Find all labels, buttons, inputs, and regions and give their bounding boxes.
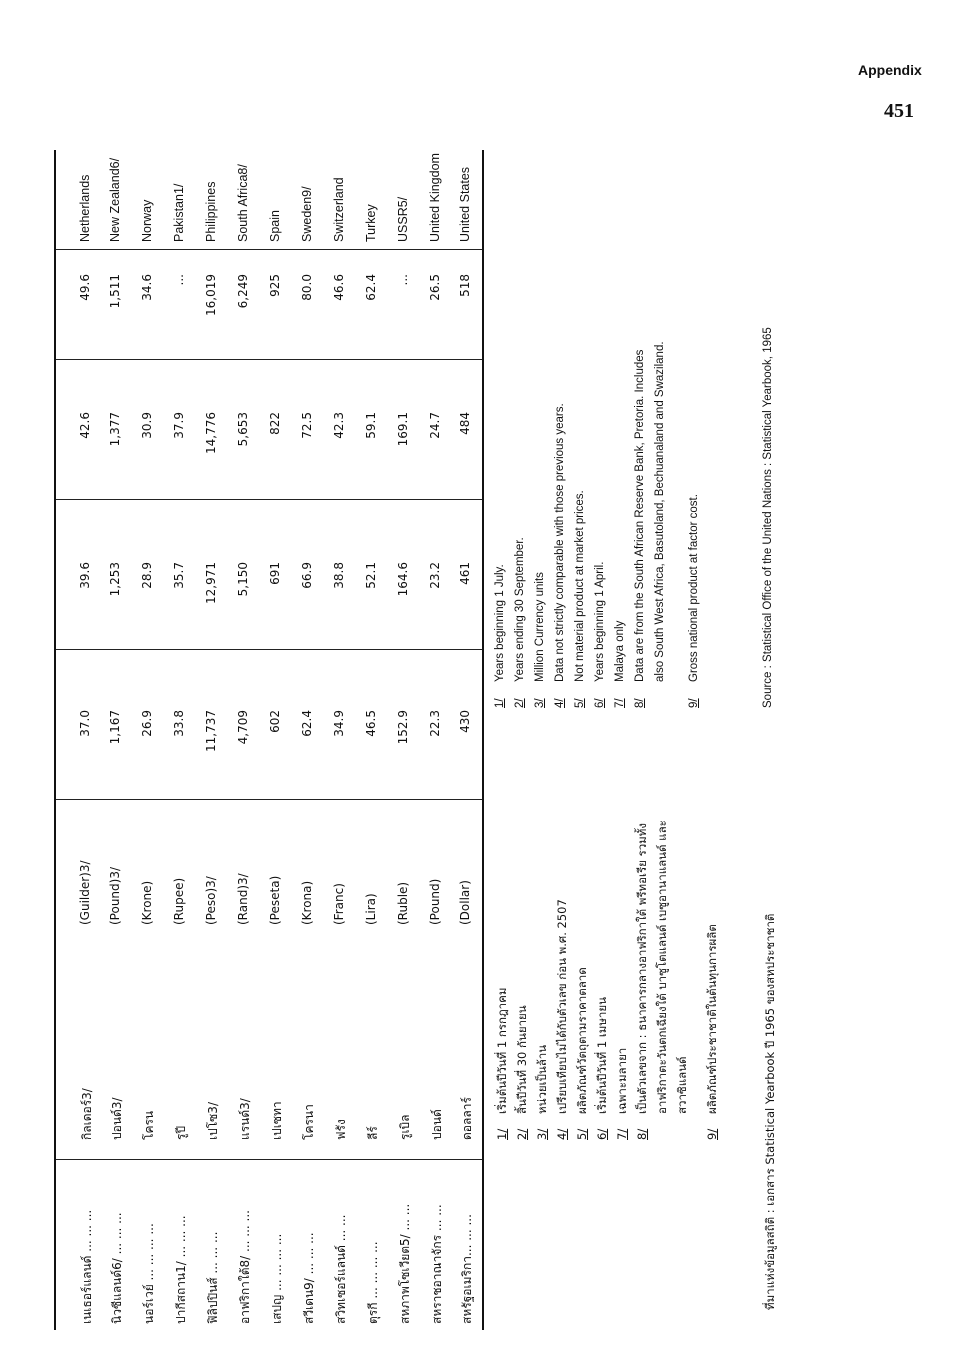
value-2: 5,150 <box>236 562 250 597</box>
country-en: Turkey <box>364 204 378 242</box>
country-en: USSR5/ <box>396 196 410 242</box>
thai-country: สหรัฐอเมริกา... ... ... <box>460 1214 474 1324</box>
value-3: 484 <box>458 412 472 435</box>
thai-source-note: ที่มาแห่งข้อมูลสถิติ : เอกสาร Statistical Yearbook ปี 1965 ของสหประชาชาติ <box>763 913 777 1310</box>
value-3: 822 <box>268 412 282 435</box>
value-1: 26.9 <box>140 710 154 737</box>
value-4: 34.6 <box>140 274 154 301</box>
table-row <box>196 150 232 1330</box>
value-2: 38.8 <box>332 562 346 589</box>
thai-currency: ปอนด์3/ <box>110 1097 124 1140</box>
latin-currency: (Dollar) <box>458 880 472 925</box>
country-en: United States <box>458 166 472 242</box>
country-en: Netherlands <box>78 174 92 242</box>
country-en: New Zealand6/ <box>108 157 122 242</box>
table-row <box>450 150 486 1330</box>
value-3: 59.1 <box>364 412 378 439</box>
rotated-page-body <box>50 150 830 1330</box>
value-3: 169.1 <box>396 412 410 447</box>
table-row <box>164 150 200 1330</box>
thai-currency: โครน <box>142 1110 156 1140</box>
value-3: 42.3 <box>332 412 346 439</box>
english-footnotes <box>494 341 708 708</box>
footnote-line: 4/Data not strictly comparable with those previous years. <box>554 403 566 708</box>
latin-currency: (Rupee) <box>172 877 186 925</box>
value-4: 26.5 <box>428 274 442 301</box>
thai-country: เสปญ ... ... ... ... <box>270 1233 284 1324</box>
value-2: 35.7 <box>172 562 186 589</box>
thai-country: ตุรกี ... ... ... ... <box>366 1241 380 1324</box>
value-4: 518 <box>458 274 472 297</box>
footnote-line: 8/เป็นตัวเลขจาก : ธนาคารกลางอาฟริกาใต้ พรีทอเรีย รวมทั้ง <box>635 823 649 1140</box>
thai-currency: เปเซทา <box>270 1101 284 1140</box>
country-en: Pakistan1/ <box>172 183 186 242</box>
thai-country: สวีเดน9/ ... ... ... <box>302 1232 316 1324</box>
appendix-label: Appendix <box>858 62 922 78</box>
footnote-line: 7/เฉพาะมลายา <box>615 1047 629 1140</box>
thai-country: เนเธอร์แลนด์ ... ... ... <box>80 1209 94 1324</box>
thai-currency: ฟรัง <box>334 1119 348 1140</box>
value-1: 37.0 <box>78 710 92 737</box>
footnote-line: 9/Gross national product at factor cost. <box>688 494 700 708</box>
country-en: Spain <box>268 210 282 242</box>
thai-currency: กิลเดอร์3/ <box>80 1088 94 1140</box>
latin-currency: (Guilder)3/ <box>78 860 92 925</box>
value-3: 1,377 <box>108 412 122 447</box>
value-4: 16,019 <box>204 274 218 316</box>
country-en: Sweden9/ <box>300 186 314 242</box>
latin-currency: (Krona) <box>300 880 314 925</box>
table-row <box>260 150 296 1330</box>
page-number: 451 <box>884 100 914 122</box>
country-en: Switzerland <box>332 177 346 242</box>
thai-country: สหราชอาณาจักร ... ... <box>430 1204 444 1324</box>
country-en: Norway <box>140 199 154 242</box>
footnote-line: 1/เริ่มต้นปีวันที่ 1 กรกฎาคม <box>495 987 509 1140</box>
latin-currency: (Peso)3/ <box>204 876 218 925</box>
latin-currency: (Franc) <box>332 883 346 925</box>
footnote-line: 3/Million Currency units <box>534 572 546 708</box>
value-1: 602 <box>268 710 282 733</box>
value-3: 72.5 <box>300 412 314 439</box>
table-row <box>292 150 328 1330</box>
footnote-line: 3/หน่วยเป็นล้าน <box>535 1044 549 1140</box>
table-top-rule <box>54 150 56 1330</box>
thai-currency: ปอนด์ <box>430 1109 444 1140</box>
thai-country: นอร์เวย์ ... ... ... ... <box>142 1223 156 1324</box>
thai-currency: โครนา <box>302 1104 316 1140</box>
value-2: 12,971 <box>204 562 218 604</box>
value-1: 4,709 <box>236 710 250 745</box>
table-row <box>388 150 424 1330</box>
value-1: 22.3 <box>428 710 442 737</box>
value-4: ... <box>396 274 410 286</box>
table-row <box>100 150 136 1330</box>
footnote-line: 5/ผลิตภัณฑ์วัตถุตามราคาตลาด <box>575 967 589 1140</box>
value-1: 33.8 <box>172 710 186 737</box>
footnote-line: also South West Africa, Basutoland, Bechuanaland and Swaziland. <box>654 341 666 682</box>
footnote-line: 2/สิ้นปีวันที่ 30 กันยายน <box>515 1005 529 1140</box>
thai-currency: เปโซ3/ <box>206 1102 220 1140</box>
value-3: 30.9 <box>140 412 154 439</box>
thai-currency: รูปี <box>174 1125 188 1140</box>
value-4: 80.0 <box>300 274 314 301</box>
footnote-line: 4/เปรียบเทียบไม่ได้กับตัวเลข ก่อน พ.ศ. 2507 <box>555 899 569 1140</box>
footnote-line: 5/Not material product at market prices. <box>574 490 586 708</box>
value-1: 11,737 <box>204 710 218 752</box>
value-2: 1,253 <box>108 562 122 597</box>
value-1: 152.9 <box>396 710 410 745</box>
thai-country: สวิทเซอร์แลนด์ ... ... <box>334 1214 348 1324</box>
table-row <box>228 150 264 1330</box>
latin-currency: (Peseta) <box>268 875 282 925</box>
value-2: 28.9 <box>140 562 154 589</box>
latin-currency: (Pound)3/ <box>108 866 122 925</box>
thai-country: ปากีสถาน1/ ... ... ... <box>174 1215 188 1324</box>
value-4: 6,249 <box>236 274 250 309</box>
thai-currency: แรนด์3/ <box>238 1098 252 1140</box>
latin-currency: (Rand)3/ <box>236 873 250 925</box>
value-2: 461 <box>458 562 472 585</box>
value-2: 66.9 <box>300 562 314 589</box>
value-1: 430 <box>458 710 472 733</box>
latin-currency: (Lira) <box>364 893 378 925</box>
footnote-line: สวาซิแลนด์ <box>675 1056 689 1114</box>
value-1: 46.5 <box>364 710 378 737</box>
value-1: 62.4 <box>300 710 314 737</box>
thai-country: สหภาพโซเวียต5/ ... ... <box>398 1203 412 1324</box>
country-en: Philippines <box>204 181 218 242</box>
value-3: 24.7 <box>428 412 442 439</box>
value-2: 39.6 <box>78 562 92 589</box>
thai-country: นิวซีแลนด์6/ ... ... ... <box>110 1212 124 1324</box>
value-2: 23.2 <box>428 562 442 589</box>
table-row <box>356 150 392 1330</box>
thai-footnotes <box>494 820 724 1140</box>
english-source-note: Source : Statistical Office of the United Nations : Statistical Yearbook, 1965 <box>762 327 774 708</box>
value-1: 34.9 <box>332 710 346 737</box>
value-4: 925 <box>268 274 282 297</box>
latin-currency: (Pound) <box>428 878 442 925</box>
value-2: 164.6 <box>396 562 410 597</box>
latin-currency: (Krone) <box>140 880 154 925</box>
table-row <box>324 150 360 1330</box>
value-1: 1,167 <box>108 710 122 745</box>
footnote-line: 2/Years ending 30 September. <box>514 537 526 708</box>
value-4: 62.4 <box>364 274 378 301</box>
value-4: 49.6 <box>78 274 92 301</box>
footnote-line: 6/Years beginning 1 April. <box>594 561 606 708</box>
value-4: 1,511 <box>108 274 122 309</box>
value-3: 42.6 <box>78 412 92 439</box>
thai-currency: รูเบิล <box>398 1114 412 1140</box>
thai-country: อาฟริกาใต้8/ ... ... ... <box>238 1210 252 1324</box>
value-3: 14,776 <box>204 412 218 454</box>
country-en: South Africa8/ <box>236 164 250 242</box>
thai-currency: ลีร์ <box>366 1126 380 1140</box>
thai-country: ฟิลิปปินส์ ... ... ... <box>206 1231 220 1324</box>
value-3: 5,653 <box>236 412 250 447</box>
footnote-line: อาฟริกาตะวันตกเฉียงใต้ บาซูโตแลนด์ เบซูอานาแลนด์ และ <box>655 820 669 1114</box>
footnote-line: 8/Data are from the South African Reserve Bank, Pretoria. Includes <box>634 349 646 708</box>
value-4: ... <box>172 274 186 286</box>
footnote-line: 9/ผลิตภัณฑ์ประชาชาติในต้นทุนการผลิต <box>705 924 719 1140</box>
country-en: United Kingdom <box>428 153 442 242</box>
table-row <box>132 150 168 1330</box>
footnote-line: 6/เริ่มต้นปีวันที่ 1 เมษายน <box>595 997 609 1140</box>
footnote-line: 1/Years beginning 1 July. <box>494 564 506 708</box>
thai-currency: ดอลลาร์ <box>460 1097 474 1140</box>
value-2: 691 <box>268 562 282 585</box>
value-3: 37.9 <box>172 412 186 439</box>
value-2: 52.1 <box>364 562 378 589</box>
latin-currency: (Ruble) <box>396 881 410 925</box>
value-4: 46.6 <box>332 274 346 301</box>
footnote-line: 7/Malaya only <box>614 620 626 708</box>
